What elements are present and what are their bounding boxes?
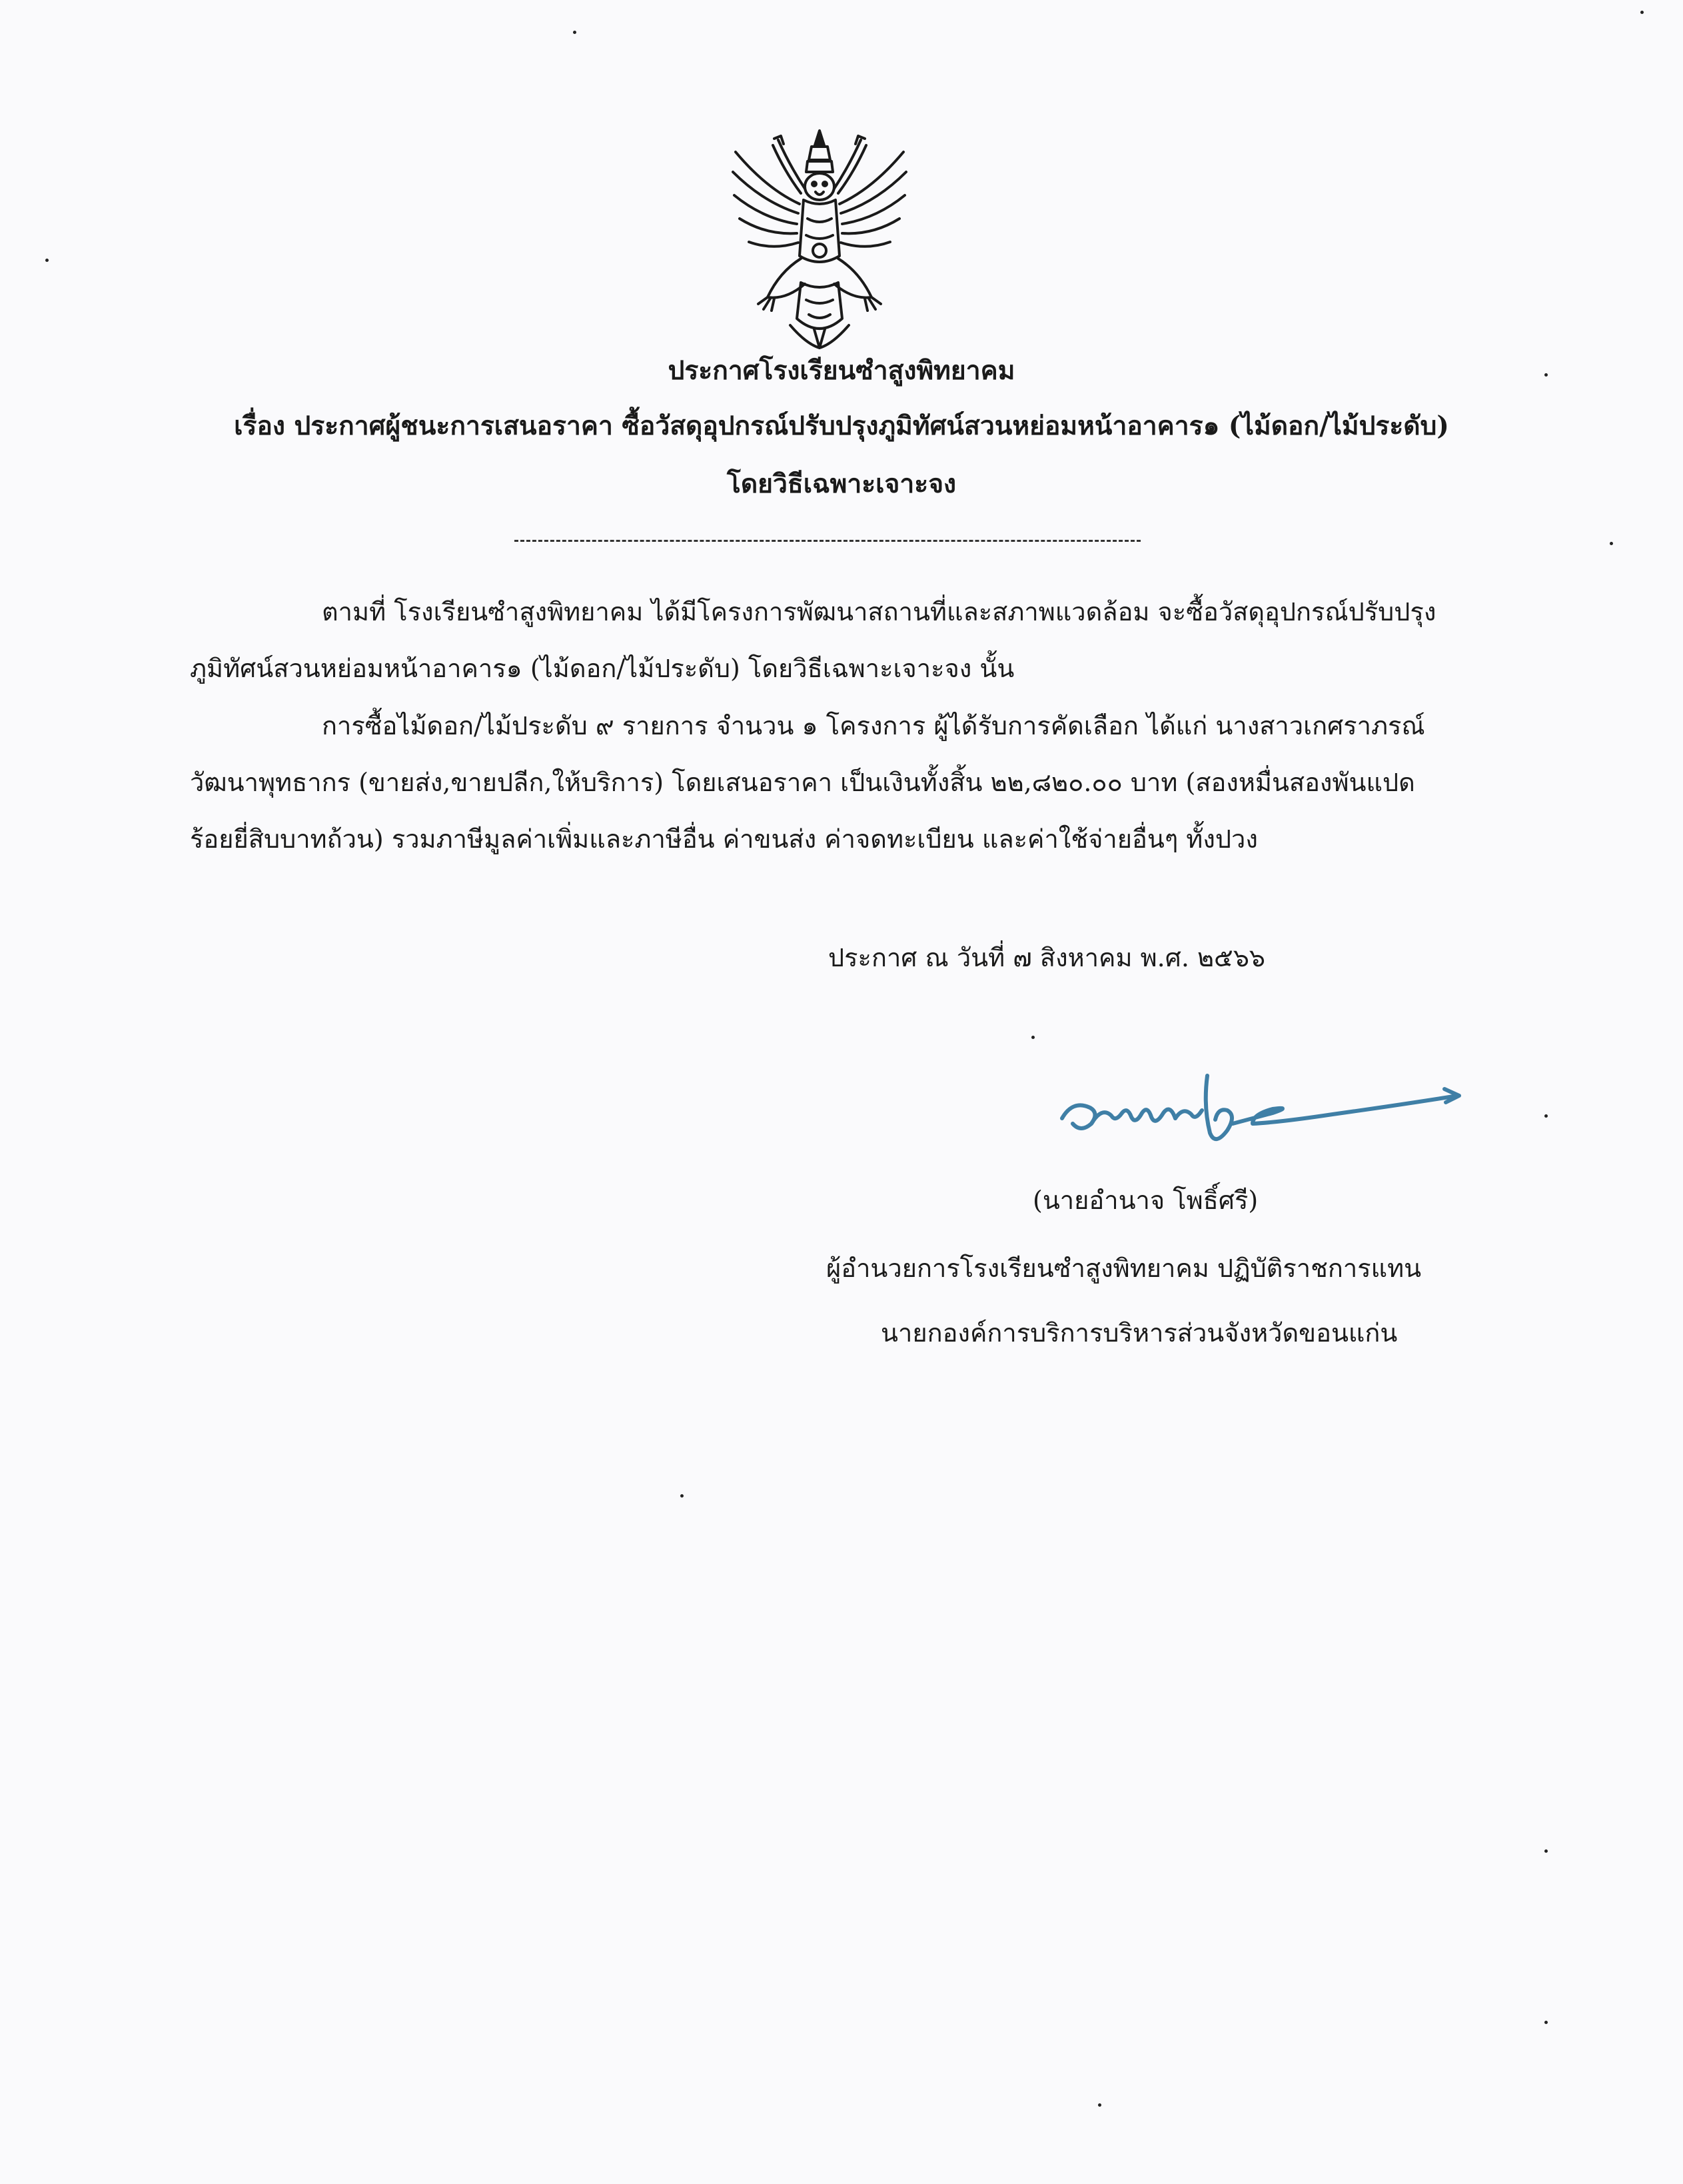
signatory-position-line-1: ผู้อำนวยการโรงเรียนซำสูงพิทยาคม ปฏิบัติราชการแทน xyxy=(826,1254,1422,1283)
announcement-title: ประกาศโรงเรียนซำสูงพิทยาคม xyxy=(668,355,1015,386)
scan-speck xyxy=(1544,373,1548,377)
paragraph-2-line-3: ร้อยยี่สิบบาทถ้วน) รวมภาษีมูลค่าเพิ่มและภาษีอื่น ค่าขนส่ง ค่าจดทะเบียน และค่าใช้จ่ายอื่นๆ ทั้งปวง xyxy=(190,824,1258,854)
scan-speck xyxy=(1544,1849,1548,1853)
signatory-name: (นายอำนาจ โพธิ์ศรี) xyxy=(1033,1186,1259,1215)
paragraph-1-line-1: ตามที่ โรงเรียนซำสูงพิทยาคม ได้มีโครงการพัฒนาสถานที่และสภาพแวดล้อม จะซื้อวัสดุอุปกรณ์ปรับปรุง xyxy=(322,597,1436,626)
scan-speck xyxy=(1544,2021,1548,2024)
scan-speck xyxy=(1610,542,1613,545)
scan-speck xyxy=(1640,11,1644,14)
paragraph-2-line-2: วัฒนาพุทธากร (ขายส่ง,ขายปลีก,ให้บริการ) โดยเสนอราคา เป็นเงินทั้งสิ้น ๒๒,๘๒๐.๐๐ บาท (สองหมื่นสองพันแปด xyxy=(190,768,1415,797)
handwritten-signature xyxy=(1053,1066,1466,1153)
scan-speck xyxy=(45,259,49,262)
announcement-subject: เรื่อง ประกาศผู้ชนะการเสนอราคา ซื้อวัสดุอุปกรณ์ปรับปรุงภูมิทัศน์สวนหย่อมหน้าอาคาร๑ (ไม้ดอก/ไม้ประดับ) xyxy=(234,411,1449,441)
scan-speck xyxy=(573,31,576,34)
scan-speck xyxy=(1031,1036,1035,1039)
announcement-date: ประกาศ ณ วันที่ ๗ สิงหาคม พ.ศ. ๒๕๖๖ xyxy=(828,943,1266,972)
paragraph-2-line-1: การซื้อไม้ดอก/ไม้ประดับ ๙ รายการ จำนวน ๑ โครงการ ผู้ได้รับการคัดเลือก ได้แก่ นางสาวเกศราภรณ์ xyxy=(322,711,1425,740)
garuda-emblem-icon xyxy=(726,125,913,355)
signatory-position-line-2: นายกองค์การบริการบริหารส่วนจังหวัดขอนแก่น xyxy=(881,1318,1398,1348)
scan-speck xyxy=(680,1494,684,1498)
procurement-method: โดยวิธีเฉพาะเจาะจง xyxy=(726,469,957,499)
paragraph-1-line-2: ภูมิทัศน์สวนหย่อมหน้าอาคาร๑ (ไม้ดอก/ไม้ประดับ) โดยวิธีเฉพาะเจาะจง นั้น xyxy=(190,654,1015,683)
scan-speck xyxy=(1544,1114,1548,1118)
scan-speck xyxy=(1098,2103,1101,2107)
header-divider xyxy=(514,540,1141,542)
